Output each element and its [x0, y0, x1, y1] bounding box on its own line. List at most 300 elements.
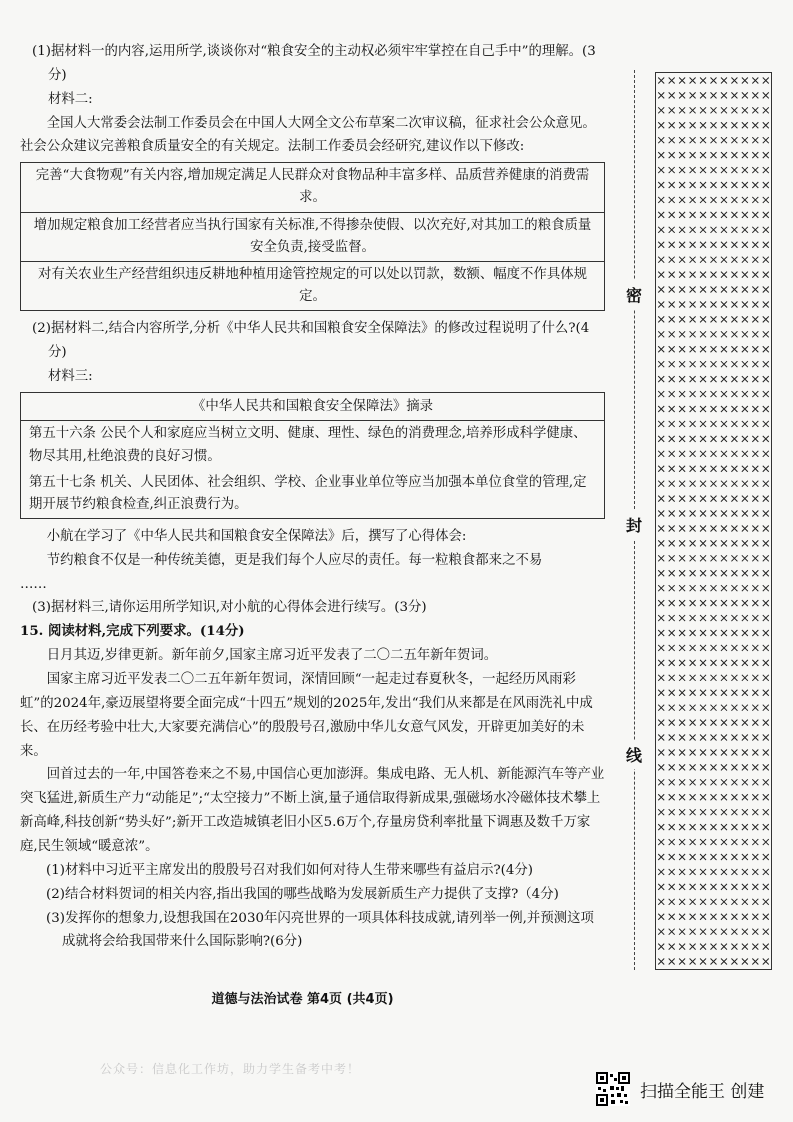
cross-mark [658, 675, 664, 681]
cross-mark [700, 391, 706, 397]
cross-mark [711, 137, 717, 143]
cross-mark [721, 944, 727, 950]
cross-mark [752, 212, 758, 218]
cross-mark [658, 824, 664, 830]
cross-mark [658, 720, 664, 726]
cross-mark [711, 481, 717, 487]
cross-mark [742, 301, 748, 307]
cross-mark [700, 451, 706, 457]
cross-mark [700, 376, 706, 382]
cross-mark [742, 824, 748, 830]
cross-mark [700, 824, 706, 830]
cross-mark [763, 555, 769, 561]
cross-mark [721, 511, 727, 517]
essay-ellipsis: …… [20, 576, 47, 592]
cross-mark [658, 137, 664, 143]
cross-mark [752, 481, 758, 487]
cross-mark [690, 794, 696, 800]
cross-mark [679, 92, 685, 98]
cross-mark [763, 152, 769, 158]
cross-mark [711, 824, 717, 830]
cross-mark [763, 212, 769, 218]
cross-mark [700, 122, 706, 128]
cross-mark [731, 272, 737, 278]
cross-mark [742, 854, 748, 860]
cross-mark [721, 272, 727, 278]
cross-mark [711, 227, 717, 233]
cross-mark [752, 690, 758, 696]
cross-mark [721, 540, 727, 546]
cross-mark [658, 107, 664, 113]
cross-pattern [656, 73, 771, 969]
cross-mark [669, 496, 675, 502]
cross-mark [721, 690, 727, 696]
cross-mark [752, 451, 758, 457]
cross-mark [711, 451, 717, 457]
cross-mark [721, 600, 727, 606]
cross-mark [700, 630, 706, 636]
cross-mark [711, 540, 717, 546]
cross-mark [669, 361, 675, 367]
cross-mark [721, 376, 727, 382]
cross-mark [721, 92, 727, 98]
cross-mark [669, 511, 675, 517]
cross-mark [742, 167, 748, 173]
cross-mark [763, 182, 769, 188]
cross-mark [700, 570, 706, 576]
cross-mark [711, 944, 717, 950]
cross-mark [731, 376, 737, 382]
cross-mark [690, 242, 696, 248]
cross-mark [679, 242, 685, 248]
cross-mark [700, 182, 706, 188]
cross-mark [763, 959, 769, 965]
xiaohang-intro: 小航在学习了《中华人民共和国粮食安全保障法》后，撰写了心得体会: [46, 528, 467, 544]
cross-mark [679, 675, 685, 681]
cross-mark [658, 511, 664, 517]
cross-mark [742, 585, 748, 591]
cross-mark [763, 615, 769, 621]
cross-mark [752, 929, 758, 935]
cross-mark [679, 585, 685, 591]
cross-mark [742, 570, 748, 576]
cross-mark [763, 436, 769, 442]
cross-mark [721, 660, 727, 666]
cross-mark [721, 555, 727, 561]
cross-mark [752, 899, 758, 905]
cross-mark [731, 525, 737, 531]
cross-mark [731, 959, 737, 965]
cross-mark [711, 735, 717, 741]
cross-mark [752, 615, 758, 621]
cross-mark [752, 272, 758, 278]
cross-mark [711, 197, 717, 203]
cross-mark [679, 197, 685, 203]
cross-mark [690, 197, 696, 203]
cross-mark [669, 137, 675, 143]
cross-mark [690, 152, 696, 158]
cross-mark [742, 735, 748, 741]
cross-mark [731, 316, 737, 322]
cross-mark [742, 660, 748, 666]
cross-mark [690, 839, 696, 845]
cross-mark [721, 869, 727, 875]
cross-mark [752, 525, 758, 531]
cross-mark [690, 630, 696, 636]
cross-mark [721, 451, 727, 457]
cross-mark [700, 257, 706, 263]
cross-mark [763, 346, 769, 352]
cross-mark [752, 645, 758, 651]
cross-mark [658, 451, 664, 457]
cross-mark [679, 361, 685, 367]
cross-mark [752, 869, 758, 875]
cross-mark [742, 421, 748, 427]
cross-mark [763, 600, 769, 606]
cross-mark [721, 406, 727, 412]
law-article [21, 421, 604, 469]
cross-mark [721, 152, 727, 158]
cross-mark [690, 959, 696, 965]
cross-mark [658, 436, 664, 442]
cross-mark [731, 77, 737, 83]
watermark-text: 公众号：信息化工作坊，助力学生备考中考！ [100, 1062, 361, 1076]
cross-mark [658, 496, 664, 502]
cross-mark [721, 242, 727, 248]
cross-mark [763, 122, 769, 128]
cross-mark [669, 705, 675, 711]
cross-mark [700, 316, 706, 322]
cross-mark [690, 600, 696, 606]
cross-mark [711, 555, 717, 561]
cross-mark [658, 809, 664, 815]
cross-mark [679, 794, 685, 800]
cross-mark [731, 511, 737, 517]
cross-mark [669, 122, 675, 128]
cross-mark [711, 287, 717, 293]
cross-mark [669, 824, 675, 830]
cross-mark [669, 152, 675, 158]
cross-mark [658, 301, 664, 307]
cross-mark [742, 720, 748, 726]
cross-mark [658, 376, 664, 382]
cross-mark [731, 107, 737, 113]
cross-mark [752, 406, 758, 412]
cross-mark [658, 764, 664, 770]
cross-mark [721, 122, 727, 128]
cross-mark [679, 779, 685, 785]
cross-mark [742, 929, 748, 935]
cross-mark [721, 212, 727, 218]
cross-mark [700, 899, 706, 905]
cross-mark [679, 287, 685, 293]
cross-mark [731, 675, 737, 681]
cross-mark [658, 869, 664, 875]
cross-mark [679, 944, 685, 950]
cross-mark [679, 481, 685, 487]
cross-mark [731, 182, 737, 188]
cross-mark [752, 77, 758, 83]
cross-mark [731, 615, 737, 621]
cross-mark [711, 839, 717, 845]
cross-mark [669, 764, 675, 770]
cross-mark [679, 77, 685, 83]
cross-mark [690, 167, 696, 173]
cross-mark [700, 705, 706, 711]
cross-mark [669, 167, 675, 173]
cross-mark [658, 92, 664, 98]
cross-mark [658, 361, 664, 367]
cross-mark [763, 391, 769, 397]
cross-mark [742, 555, 748, 561]
cross-mark [679, 959, 685, 965]
cross-mark [679, 466, 685, 472]
cross-mark [731, 122, 737, 128]
cross-mark [752, 436, 758, 442]
cross-mark [690, 749, 696, 755]
cross-mark [763, 944, 769, 950]
cross-mark [742, 839, 748, 845]
cross-mark [711, 346, 717, 352]
cross-mark [721, 705, 727, 711]
cross-mark [742, 391, 748, 397]
cross-mark [752, 705, 758, 711]
cross-mark [679, 272, 685, 278]
cross-mark [669, 376, 675, 382]
cross-mark [731, 555, 737, 561]
cross-mark [742, 77, 748, 83]
cross-mark [752, 107, 758, 113]
cross-mark [669, 630, 675, 636]
cross-mark [731, 301, 737, 307]
cross-mark [711, 406, 717, 412]
cross-mark [752, 122, 758, 128]
seal-char-mi: 密 [626, 280, 642, 309]
cross-mark [742, 376, 748, 382]
cross-mark [742, 287, 748, 293]
article-text: 公民个人和家庭应当树立文明、健康、理性、绿色的消费理念,培养形成科学健康、物尽其用,杜绝浪费的良好习惯。 [29, 426, 587, 464]
cross-mark [752, 884, 758, 890]
cross-mark [721, 899, 727, 905]
cross-mark [752, 421, 758, 427]
cross-mark [658, 77, 664, 83]
cross-mark [763, 690, 769, 696]
cross-mark [679, 764, 685, 770]
cross-mark [763, 167, 769, 173]
cross-mark [690, 346, 696, 352]
cross-mark [731, 779, 737, 785]
cross-mark [742, 615, 748, 621]
cross-mark [742, 869, 748, 875]
cross-mark [690, 361, 696, 367]
cross-mark [742, 227, 748, 233]
cross-mark [752, 749, 758, 755]
cross-mark [679, 555, 685, 561]
cross-mark [721, 182, 727, 188]
cross-mark [711, 645, 717, 651]
cross-mark [669, 436, 675, 442]
cross-mark [763, 257, 769, 263]
cross-mark [669, 914, 675, 920]
cross-mark [731, 914, 737, 920]
cross-mark [658, 749, 664, 755]
cross-mark [721, 585, 727, 591]
cross-mark [721, 735, 727, 741]
cross-mark [690, 496, 696, 502]
cross-mark [669, 720, 675, 726]
cross-mark [721, 570, 727, 576]
cross-mark [742, 406, 748, 412]
cross-mark [679, 107, 685, 113]
cross-mark [711, 570, 717, 576]
cross-mark [731, 361, 737, 367]
cross-mark [711, 376, 717, 382]
cross-mark [721, 227, 727, 233]
cross-mark [742, 749, 748, 755]
cross-mark [711, 242, 717, 248]
cross-mark [731, 242, 737, 248]
cross-mark [742, 525, 748, 531]
cross-mark [742, 675, 748, 681]
cross-mark [700, 77, 706, 83]
cross-mark [690, 122, 696, 128]
cross-mark [742, 346, 748, 352]
cross-mark [742, 630, 748, 636]
cross-mark [658, 705, 664, 711]
cross-mark [700, 152, 706, 158]
cross-mark [721, 630, 727, 636]
cross-mark [763, 735, 769, 741]
law-excerpt-title: 《中华人民共和国粮食安全保障法》摘录 [21, 393, 604, 422]
cross-mark [742, 257, 748, 263]
cross-mark [711, 615, 717, 621]
cross-mark [669, 107, 675, 113]
cross-mark [700, 496, 706, 502]
cross-mark [700, 540, 706, 546]
cross-mark [742, 690, 748, 696]
cross-mark [669, 794, 675, 800]
cross-mark [752, 287, 758, 293]
cross-mark [679, 152, 685, 158]
cross-mark [763, 481, 769, 487]
cross-mark [742, 884, 748, 890]
cross-mark [690, 615, 696, 621]
cross-mark [669, 854, 675, 860]
cross-mark [669, 227, 675, 233]
cross-mark [721, 77, 727, 83]
material-3-label: 材料三: [48, 368, 93, 384]
cross-mark [669, 242, 675, 248]
cross-mark [731, 212, 737, 218]
cross-mark [658, 660, 664, 666]
qr-code-icon [596, 1072, 630, 1106]
cross-mark [752, 630, 758, 636]
cross-mark [721, 197, 727, 203]
cross-mark [752, 316, 758, 322]
cross-mark [711, 301, 717, 307]
cross-mark [721, 421, 727, 427]
cross-mark [690, 899, 696, 905]
cross-mark [742, 107, 748, 113]
cross-mark [742, 182, 748, 188]
cross-mark [711, 630, 717, 636]
cross-mark [711, 391, 717, 397]
cross-mark [711, 660, 717, 666]
cross-mark [658, 331, 664, 337]
cross-mark [658, 630, 664, 636]
cross-mark [752, 511, 758, 517]
cross-mark [679, 660, 685, 666]
page-footer: 道德与法治试卷 第4页 (共4页) [211, 992, 394, 1007]
cross-mark [690, 570, 696, 576]
cross-mark [763, 361, 769, 367]
cross-mark [721, 361, 727, 367]
cross-mark [669, 182, 675, 188]
cross-mark [669, 451, 675, 457]
cross-mark [721, 107, 727, 113]
cross-mark [669, 615, 675, 621]
cross-mark [690, 77, 696, 83]
cross-mark [763, 839, 769, 845]
cross-mark [658, 182, 664, 188]
cross-mark [763, 496, 769, 502]
cross-mark [679, 720, 685, 726]
cross-mark [763, 779, 769, 785]
cross-mark [742, 436, 748, 442]
cross-mark [658, 959, 664, 965]
cross-mark [669, 92, 675, 98]
cross-mark [690, 137, 696, 143]
cross-mark [690, 92, 696, 98]
cross-mark [752, 167, 758, 173]
cross-mark [669, 316, 675, 322]
cross-mark [721, 914, 727, 920]
q15-subquestion-1: (1)材料中习近平主席发出的殷殷号召对我们如何对待人生带来哪些有益启示?(4分) [46, 862, 534, 878]
cross-mark [721, 331, 727, 337]
cross-mark [690, 182, 696, 188]
cross-mark [752, 839, 758, 845]
cross-mark [669, 779, 675, 785]
cross-mark [679, 406, 685, 412]
cross-mark [763, 331, 769, 337]
q15-subquestion-3: (3)发挥你的想象力,设想我国在2030年闪亮世界的一项具体科技成就,请列举一例,并预测这项成就将会给我国带来什么国际影响?(6分) [46, 910, 594, 950]
cross-mark [690, 914, 696, 920]
cross-mark [679, 824, 685, 830]
cross-mark [669, 899, 675, 905]
cross-mark [700, 436, 706, 442]
no-write-cross-area [655, 72, 772, 970]
exam-page-content [20, 40, 605, 954]
cross-mark [731, 600, 737, 606]
cross-mark [731, 167, 737, 173]
cross-mark [742, 122, 748, 128]
cross-mark [700, 107, 706, 113]
cross-mark [658, 914, 664, 920]
cross-mark [658, 152, 664, 158]
cross-mark [731, 705, 737, 711]
cross-mark [711, 182, 717, 188]
cross-mark [742, 361, 748, 367]
cross-mark [763, 929, 769, 935]
material-2-text: 全国人大常委会法制工作委员会在中国人大网全文公布草案二次审议稿，征求社会公众意见。社会公众建议完善粮食质量安全的有关规定。法制工作委员会经研究,建议作以下修改: [20, 115, 596, 155]
cross-mark [690, 824, 696, 830]
cross-mark [763, 749, 769, 755]
cross-mark [763, 287, 769, 293]
cross-mark [700, 749, 706, 755]
cross-mark [752, 466, 758, 472]
q15-paragraph-2: 国家主席习近平发表二〇二五年新年贺词，深情回顾“一起走过春夏秋冬，一起经历风雨彩虹”的2024年,豪迈展望将要全面完成“十四五”规划的2025年,发出“我们从来都是在风雨洗礼中成长、在历经考验中壮大,大家要充满信心”的殷殷号召,激励中华儿女意气风发，开辟更加美好的未来。 [20, 671, 593, 759]
cross-mark [658, 779, 664, 785]
